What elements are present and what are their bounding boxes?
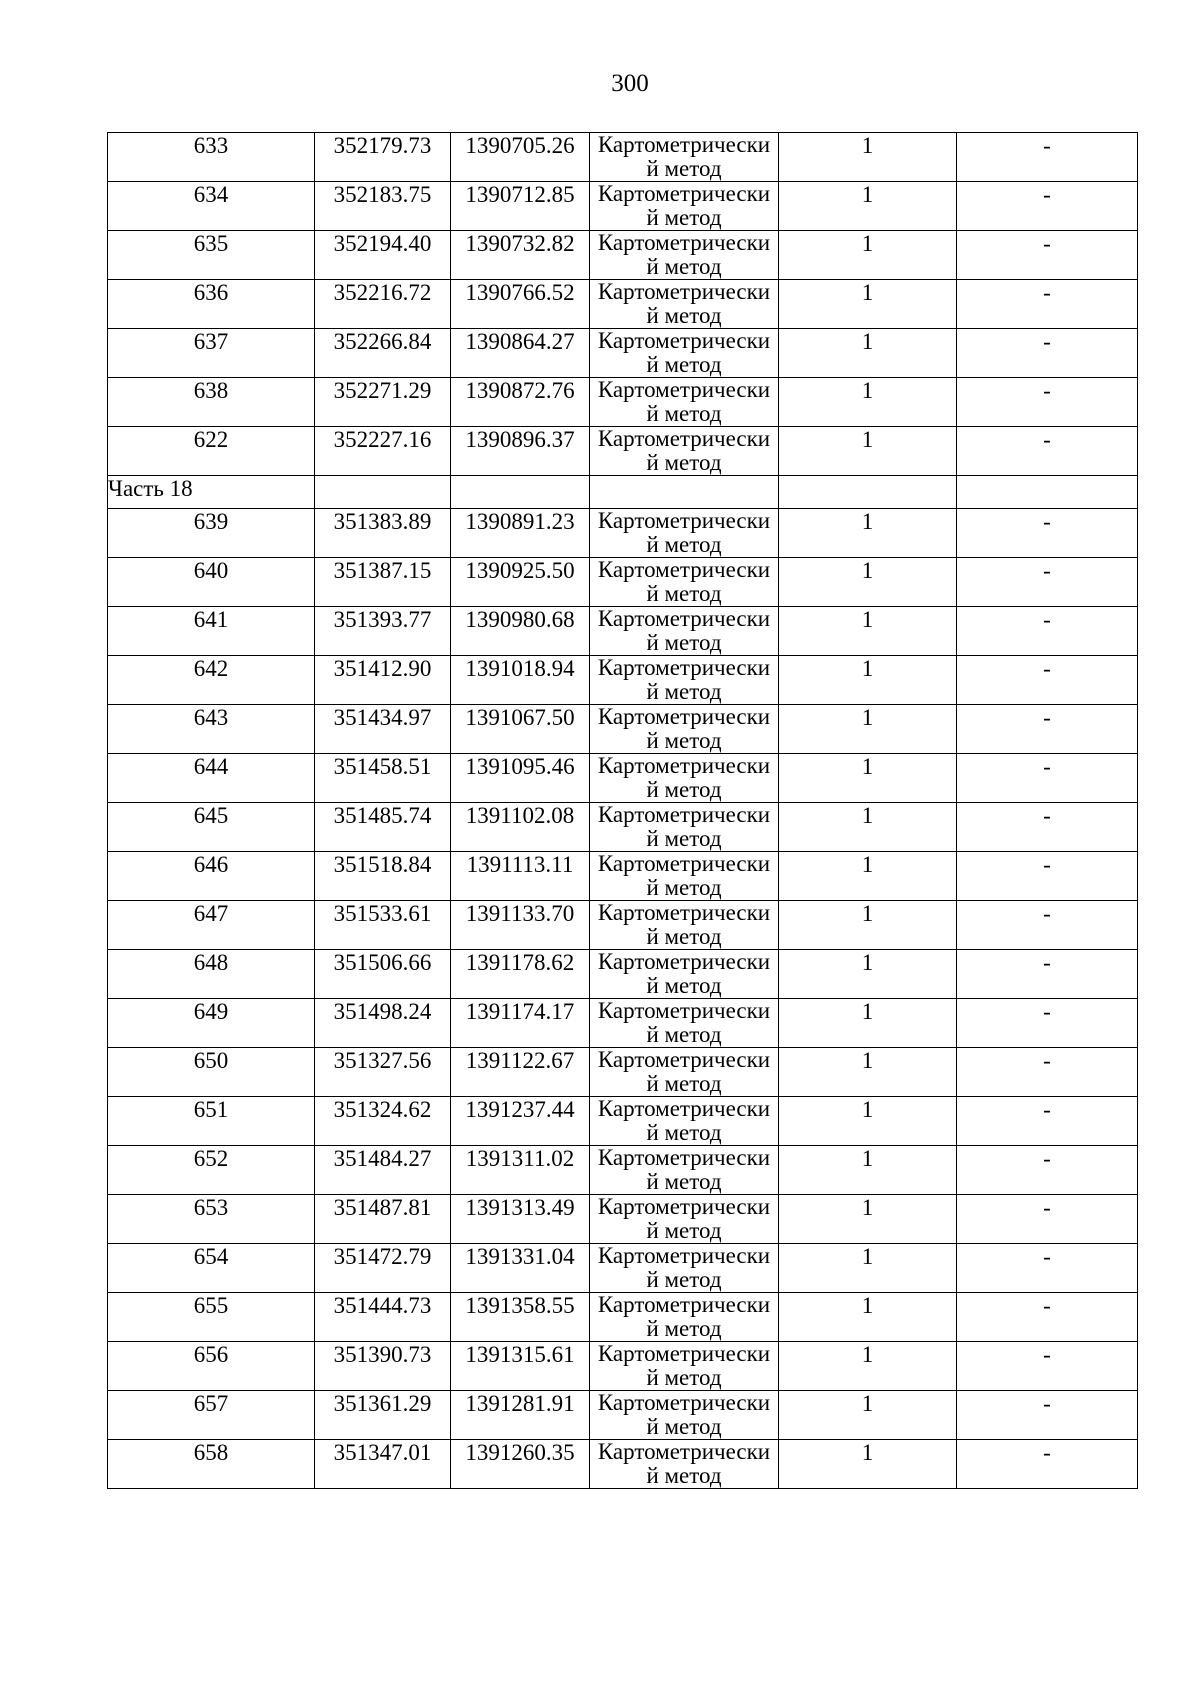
point-description: - xyxy=(957,999,1138,1048)
determination-method xyxy=(590,1048,779,1097)
point-description: - xyxy=(957,901,1138,950)
determination-method xyxy=(590,1440,779,1489)
accuracy-value: 1 xyxy=(779,182,957,231)
method-line-2: й метод xyxy=(646,1267,722,1292)
coordinate-y: 1390872.76 xyxy=(451,378,590,427)
method-line-1: Картометрически xyxy=(597,181,771,206)
accuracy-value: 1 xyxy=(779,656,957,705)
coordinate-x: 351327.56 xyxy=(315,1048,451,1097)
point-description: - xyxy=(957,182,1138,231)
coordinate-y: 1391067.50 xyxy=(451,705,590,754)
determination-method xyxy=(590,1391,779,1440)
point-description: - xyxy=(957,509,1138,558)
point-description: - xyxy=(957,133,1138,182)
coordinate-y: 1390896.37 xyxy=(451,427,590,476)
coordinate-y: 1391018.94 xyxy=(451,656,590,705)
method-line-2: й метод xyxy=(646,1414,722,1439)
table-row xyxy=(108,803,1138,852)
coordinate-x: 352194.40 xyxy=(315,231,451,280)
method-line-2: й метод xyxy=(646,1463,722,1488)
method-line-2: й метод xyxy=(646,1218,722,1243)
section-row xyxy=(108,476,1138,509)
method-line-1: Картометрически xyxy=(597,1145,771,1170)
method-line-1: Картометрически xyxy=(597,426,771,451)
coordinate-y: 1390705.26 xyxy=(451,133,590,182)
coordinate-x: 351533.61 xyxy=(315,901,451,950)
coordinate-x: 351498.24 xyxy=(315,999,451,1048)
coordinate-x: 352216.72 xyxy=(315,280,451,329)
table-row xyxy=(108,1293,1138,1342)
point-number: 655 xyxy=(108,1293,315,1342)
point-description: - xyxy=(957,1440,1138,1489)
determination-method xyxy=(590,1097,779,1146)
point-number: 644 xyxy=(108,754,315,803)
point-description: - xyxy=(957,705,1138,754)
point-number: 652 xyxy=(108,1146,315,1195)
table-row xyxy=(108,427,1138,476)
coordinate-y: 1391113.11 xyxy=(451,852,590,901)
determination-method xyxy=(590,427,779,476)
determination-method xyxy=(590,231,779,280)
point-description: - xyxy=(957,1146,1138,1195)
accuracy-value: 1 xyxy=(779,999,957,1048)
point-description: - xyxy=(957,558,1138,607)
table-row xyxy=(108,558,1138,607)
table-row xyxy=(108,1146,1138,1195)
coordinate-y: 1391237.44 xyxy=(451,1097,590,1146)
coordinate-y: 1390732.82 xyxy=(451,231,590,280)
method-line-1: Картометрически xyxy=(597,1194,771,1219)
table-row xyxy=(108,1097,1138,1146)
coordinate-x: 351361.29 xyxy=(315,1391,451,1440)
coordinate-x: 351458.51 xyxy=(315,754,451,803)
point-description: - xyxy=(957,852,1138,901)
empty-cell xyxy=(590,476,779,509)
point-number: 648 xyxy=(108,950,315,999)
method-line-1: Картометрически xyxy=(597,279,771,304)
method-line-1: Картометрически xyxy=(597,1047,771,1072)
coordinate-y: 1391174.17 xyxy=(451,999,590,1048)
method-line-1: Картометрически xyxy=(597,557,771,582)
point-number: 637 xyxy=(108,329,315,378)
accuracy-value: 1 xyxy=(779,1146,957,1195)
accuracy-value: 1 xyxy=(779,1440,957,1489)
table-row xyxy=(108,1244,1138,1293)
method-line-2: й метод xyxy=(646,1365,722,1390)
accuracy-value: 1 xyxy=(779,1391,957,1440)
coordinate-x: 351390.73 xyxy=(315,1342,451,1391)
point-description: - xyxy=(957,754,1138,803)
method-line-1: Картометрически xyxy=(597,1341,771,1366)
point-description: - xyxy=(957,1097,1138,1146)
point-description: - xyxy=(957,1391,1138,1440)
accuracy-value: 1 xyxy=(779,280,957,329)
section-header xyxy=(108,476,1138,509)
coordinate-x: 352271.29 xyxy=(315,378,451,427)
coordinate-x: 351506.66 xyxy=(315,950,451,999)
coordinate-y: 1391133.70 xyxy=(451,901,590,950)
point-number: 634 xyxy=(108,182,315,231)
empty-cell xyxy=(315,476,451,509)
accuracy-value: 1 xyxy=(779,231,957,280)
accuracy-value: 1 xyxy=(779,1195,957,1244)
determination-method xyxy=(590,999,779,1048)
point-description: - xyxy=(957,1342,1138,1391)
point-description: - xyxy=(957,378,1138,427)
method-line-1: Картометрически xyxy=(597,753,771,778)
method-line-2: й метод xyxy=(646,1022,722,1047)
method-line-2: й метод xyxy=(646,352,722,377)
accuracy-value: 1 xyxy=(779,950,957,999)
method-line-2: й метод xyxy=(646,777,722,802)
determination-method xyxy=(590,901,779,950)
point-description: - xyxy=(957,1244,1138,1293)
coordinate-y: 1391358.55 xyxy=(451,1293,590,1342)
accuracy-value: 1 xyxy=(779,378,957,427)
point-number: 653 xyxy=(108,1195,315,1244)
coordinate-y: 1390980.68 xyxy=(451,607,590,656)
coordinate-y: 1390925.50 xyxy=(451,558,590,607)
point-description: - xyxy=(957,803,1138,852)
method-line-1: Картометрически xyxy=(597,508,771,533)
coordinate-y: 1391178.62 xyxy=(451,950,590,999)
point-number: 657 xyxy=(108,1391,315,1440)
point-number: 656 xyxy=(108,1342,315,1391)
method-line-1: Картометрически xyxy=(597,998,771,1023)
method-line-2: й метод xyxy=(646,303,722,328)
determination-method xyxy=(590,378,779,427)
table-row xyxy=(108,1391,1138,1440)
coordinate-x: 351387.15 xyxy=(315,558,451,607)
table-row xyxy=(108,754,1138,803)
accuracy-value: 1 xyxy=(779,803,957,852)
method-line-1: Картометрически xyxy=(597,655,771,680)
point-number: 622 xyxy=(108,427,315,476)
method-line-2: й метод xyxy=(646,254,722,279)
method-line-2: й метод xyxy=(646,679,722,704)
coordinate-x: 352183.75 xyxy=(315,182,451,231)
determination-method xyxy=(590,1342,779,1391)
method-line-2: й метод xyxy=(646,1169,722,1194)
coordinate-y: 1391095.46 xyxy=(451,754,590,803)
point-number: 658 xyxy=(108,1440,315,1489)
table-row xyxy=(108,182,1138,231)
coordinate-x: 351484.27 xyxy=(315,1146,451,1195)
accuracy-value: 1 xyxy=(779,133,957,182)
method-line-2: й метод xyxy=(646,532,722,557)
method-line-2: й метод xyxy=(646,581,722,606)
determination-method xyxy=(590,133,779,182)
point-number: 638 xyxy=(108,378,315,427)
table-row xyxy=(108,901,1138,950)
determination-method xyxy=(590,280,779,329)
coordinate-y: 1390864.27 xyxy=(451,329,590,378)
accuracy-value: 1 xyxy=(779,1048,957,1097)
method-line-2: й метод xyxy=(646,875,722,900)
table-row xyxy=(108,950,1138,999)
method-line-2: й метод xyxy=(646,401,722,426)
method-line-1: Картометрически xyxy=(597,1439,771,1464)
accuracy-value: 1 xyxy=(779,558,957,607)
method-line-2: й метод xyxy=(646,1071,722,1096)
point-number: 640 xyxy=(108,558,315,607)
method-line-1: Картометрически xyxy=(597,377,771,402)
point-number: 636 xyxy=(108,280,315,329)
method-line-1: Картометрически xyxy=(597,1390,771,1415)
method-line-2: й метод xyxy=(646,1120,722,1145)
method-line-2: й метод xyxy=(646,156,722,181)
determination-method xyxy=(590,705,779,754)
point-number: 641 xyxy=(108,607,315,656)
method-line-2: й метод xyxy=(646,205,722,230)
method-line-2: й метод xyxy=(646,924,722,949)
accuracy-value: 1 xyxy=(779,509,957,558)
point-description: - xyxy=(957,656,1138,705)
point-number: 646 xyxy=(108,852,315,901)
coordinate-y: 1391331.04 xyxy=(451,1244,590,1293)
coordinate-y: 1391315.61 xyxy=(451,1342,590,1391)
table-row xyxy=(108,329,1138,378)
coordinate-x: 352179.73 xyxy=(315,133,451,182)
point-number: 639 xyxy=(108,509,315,558)
table-row xyxy=(108,852,1138,901)
point-description: - xyxy=(957,231,1138,280)
determination-method xyxy=(590,754,779,803)
method-line-2: й метод xyxy=(646,630,722,655)
method-line-1: Картометрически xyxy=(597,949,771,974)
accuracy-value: 1 xyxy=(779,1097,957,1146)
method-line-2: й метод xyxy=(646,728,722,753)
determination-method xyxy=(590,607,779,656)
coordinate-y: 1391260.35 xyxy=(451,1440,590,1489)
determination-method xyxy=(590,803,779,852)
coordinate-x: 351412.90 xyxy=(315,656,451,705)
determination-method xyxy=(590,509,779,558)
determination-method xyxy=(590,1293,779,1342)
point-number: 647 xyxy=(108,901,315,950)
coordinate-y: 1391311.02 xyxy=(451,1146,590,1195)
accuracy-value: 1 xyxy=(779,1293,957,1342)
table-row xyxy=(108,1048,1138,1097)
determination-method xyxy=(590,852,779,901)
point-description: - xyxy=(957,950,1138,999)
accuracy-value: 1 xyxy=(779,901,957,950)
table-row xyxy=(108,999,1138,1048)
point-number: 651 xyxy=(108,1097,315,1146)
point-number: 642 xyxy=(108,656,315,705)
coordinate-x: 351444.73 xyxy=(315,1293,451,1342)
method-line-1: Картометрически xyxy=(597,328,771,353)
point-description: - xyxy=(957,1048,1138,1097)
coordinate-x: 351347.01 xyxy=(315,1440,451,1489)
empty-cell xyxy=(779,476,957,509)
table-row xyxy=(108,1440,1138,1489)
table-row xyxy=(108,1342,1138,1391)
coordinate-y: 1390712.85 xyxy=(451,182,590,231)
method-line-1: Картометрически xyxy=(597,900,771,925)
empty-cell xyxy=(451,476,590,509)
coordinate-x: 351472.79 xyxy=(315,1244,451,1293)
empty-cell xyxy=(957,476,1138,509)
table-row xyxy=(108,607,1138,656)
accuracy-value: 1 xyxy=(779,705,957,754)
accuracy-value: 1 xyxy=(779,1342,957,1391)
point-number: 635 xyxy=(108,231,315,280)
point-number: 643 xyxy=(108,705,315,754)
method-line-1: Картометрически xyxy=(597,851,771,876)
point-description: - xyxy=(957,427,1138,476)
table-row xyxy=(108,378,1138,427)
coordinate-y: 1391122.67 xyxy=(451,1048,590,1097)
method-line-1: Картометрически xyxy=(597,132,771,157)
method-line-1: Картометрически xyxy=(597,1243,771,1268)
table-row xyxy=(108,705,1138,754)
section-label: Часть 18 xyxy=(108,476,315,509)
point-description: - xyxy=(957,1293,1138,1342)
point-description: - xyxy=(957,329,1138,378)
determination-method xyxy=(590,950,779,999)
accuracy-value: 1 xyxy=(779,1244,957,1293)
accuracy-value: 1 xyxy=(779,607,957,656)
coordinate-x: 351434.97 xyxy=(315,705,451,754)
accuracy-value: 1 xyxy=(779,852,957,901)
determination-method xyxy=(590,182,779,231)
method-line-1: Картометрически xyxy=(597,230,771,255)
page-number: 300 xyxy=(611,70,649,97)
method-line-1: Картометрически xyxy=(597,704,771,729)
point-description: - xyxy=(957,607,1138,656)
point-description: - xyxy=(957,1195,1138,1244)
point-number: 633 xyxy=(108,133,315,182)
method-line-1: Картометрически xyxy=(597,606,771,631)
method-line-1: Картометрически xyxy=(597,802,771,827)
coordinate-x: 351383.89 xyxy=(315,509,451,558)
coordinate-x: 351485.74 xyxy=(315,803,451,852)
coordinate-y: 1390891.23 xyxy=(451,509,590,558)
method-line-2: й метод xyxy=(646,450,722,475)
point-number: 654 xyxy=(108,1244,315,1293)
coordinate-y: 1391281.91 xyxy=(451,1391,590,1440)
point-number: 650 xyxy=(108,1048,315,1097)
accuracy-value: 1 xyxy=(779,427,957,476)
coordinate-x: 351518.84 xyxy=(315,852,451,901)
determination-method xyxy=(590,329,779,378)
coordinate-y: 1391313.49 xyxy=(451,1195,590,1244)
determination-method xyxy=(590,1146,779,1195)
method-line-1: Картометрически xyxy=(597,1292,771,1317)
coordinate-x: 351393.77 xyxy=(315,607,451,656)
coordinates-table xyxy=(107,132,1138,1489)
table-row xyxy=(108,133,1138,182)
method-line-2: й метод xyxy=(646,1316,722,1341)
coordinate-y: 1390766.52 xyxy=(451,280,590,329)
table-row xyxy=(108,656,1138,705)
coordinate-x: 351487.81 xyxy=(315,1195,451,1244)
table-body-part-18 xyxy=(108,509,1138,1489)
method-line-1: Картометрически xyxy=(597,1096,771,1121)
coordinate-y: 1391102.08 xyxy=(451,803,590,852)
determination-method xyxy=(590,558,779,607)
table-row xyxy=(108,1195,1138,1244)
table-row xyxy=(108,231,1138,280)
determination-method xyxy=(590,1244,779,1293)
coordinate-x: 351324.62 xyxy=(315,1097,451,1146)
point-number: 645 xyxy=(108,803,315,852)
method-line-2: й метод xyxy=(646,826,722,851)
coordinate-x: 352266.84 xyxy=(315,329,451,378)
accuracy-value: 1 xyxy=(779,329,957,378)
accuracy-value: 1 xyxy=(779,754,957,803)
point-description: - xyxy=(957,280,1138,329)
table-row xyxy=(108,280,1138,329)
table-row xyxy=(108,509,1138,558)
table-body-part-17 xyxy=(108,133,1138,476)
point-number: 649 xyxy=(108,999,315,1048)
coordinate-x: 352227.16 xyxy=(315,427,451,476)
determination-method xyxy=(590,656,779,705)
method-line-2: й метод xyxy=(646,973,722,998)
determination-method xyxy=(590,1195,779,1244)
